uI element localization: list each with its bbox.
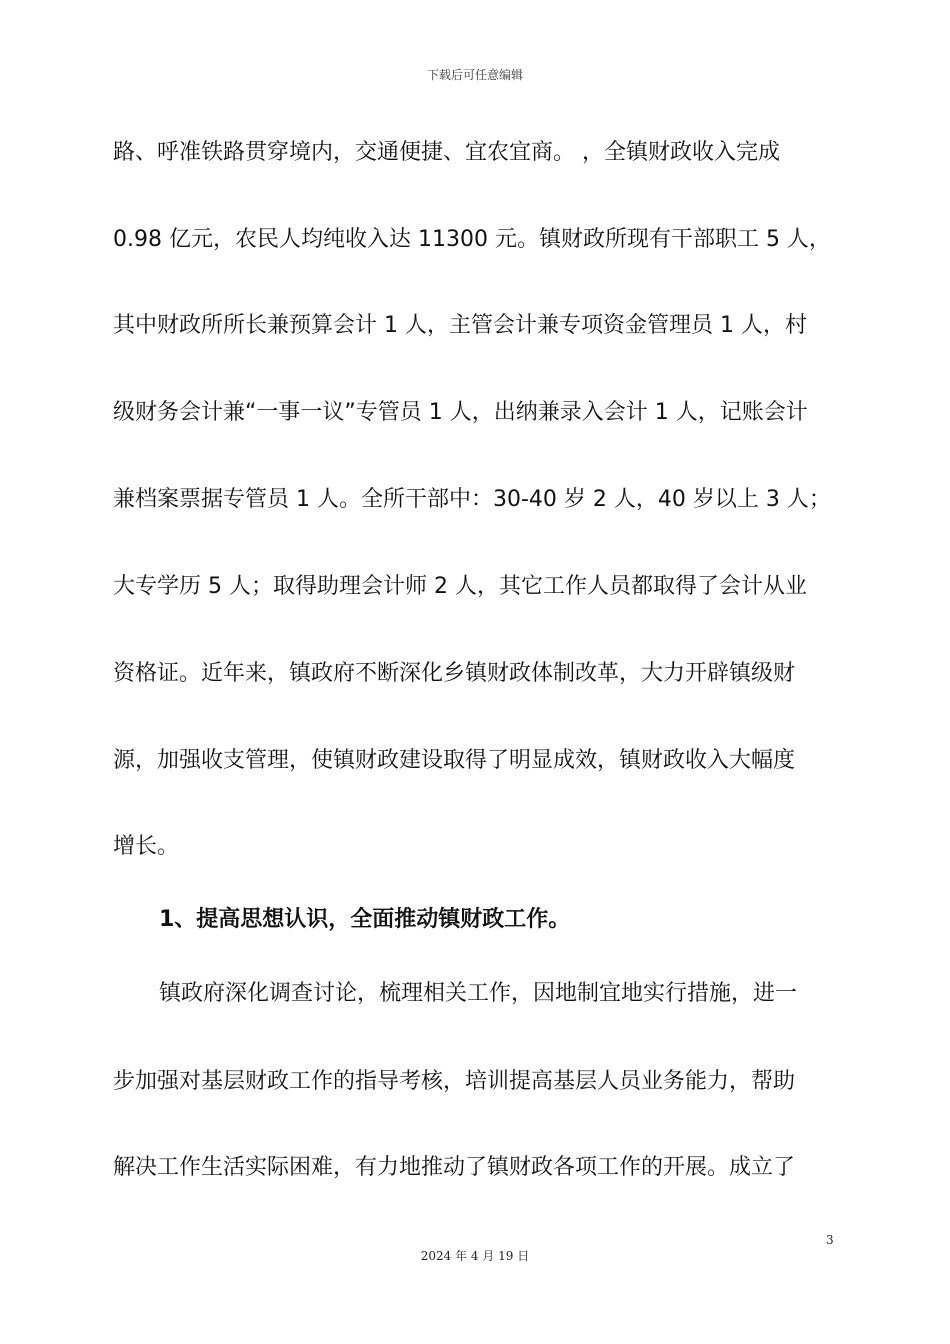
footer-date: 2024 年 4 月 19 日 (420, 1249, 530, 1263)
page-number: 3 (826, 1233, 834, 1247)
body-line: 兼档案票据专管员 1 人。全所干部中：30-40 岁 2 人，40 岁以上 3 人； (113, 487, 831, 512)
body-line: 大专学历 5 人；取得助理会计师 2 人，其它工作人员都取得了会计从业 (113, 574, 807, 599)
body-line: 路、呼准铁路贯穿境内，交通便捷、宜农宜商。 ，全镇财政收入完成 (113, 140, 780, 165)
body-line: 资格证。近年来，镇政府不断深化乡镇财政体制改革，大力开辟镇级财 (113, 661, 796, 686)
body-line: 增长。 (113, 834, 180, 859)
body-line: 0.98 亿元，农民人均纯收入达 11300 元。镇财政所现有干部职工 5 人， (113, 227, 831, 252)
body-line: 其中财政所所长兼预算会计 1 人，主管会计兼专项资金管理员 1 人，村 (113, 313, 807, 338)
body-line: 级财务会计兼“一事一议”专管员 1 人，出纳兼录入会计 1 人，记账会计 (113, 400, 808, 425)
body-line: 解决工作生活实际困难，有力地推动了镇财政各项工作的开展。成立了 (113, 1155, 796, 1180)
page-header: 下载后可任意编辑 (426, 68, 523, 82)
body-line: 镇政府深化调查讨论，梳理相关工作，因地制宜地实行措施，进一 (159, 981, 798, 1006)
section-heading: 1、提高思想认识，全面推动镇财政工作。 (159, 907, 571, 932)
body-line: 源，加强收支管理，使镇财政建设取得了明显成效，镇财政收入大幅度 (113, 748, 796, 773)
body-line: 步加强对基层财政工作的指导考核，培训提高基层人员业务能力，帮助 (113, 1069, 796, 1094)
